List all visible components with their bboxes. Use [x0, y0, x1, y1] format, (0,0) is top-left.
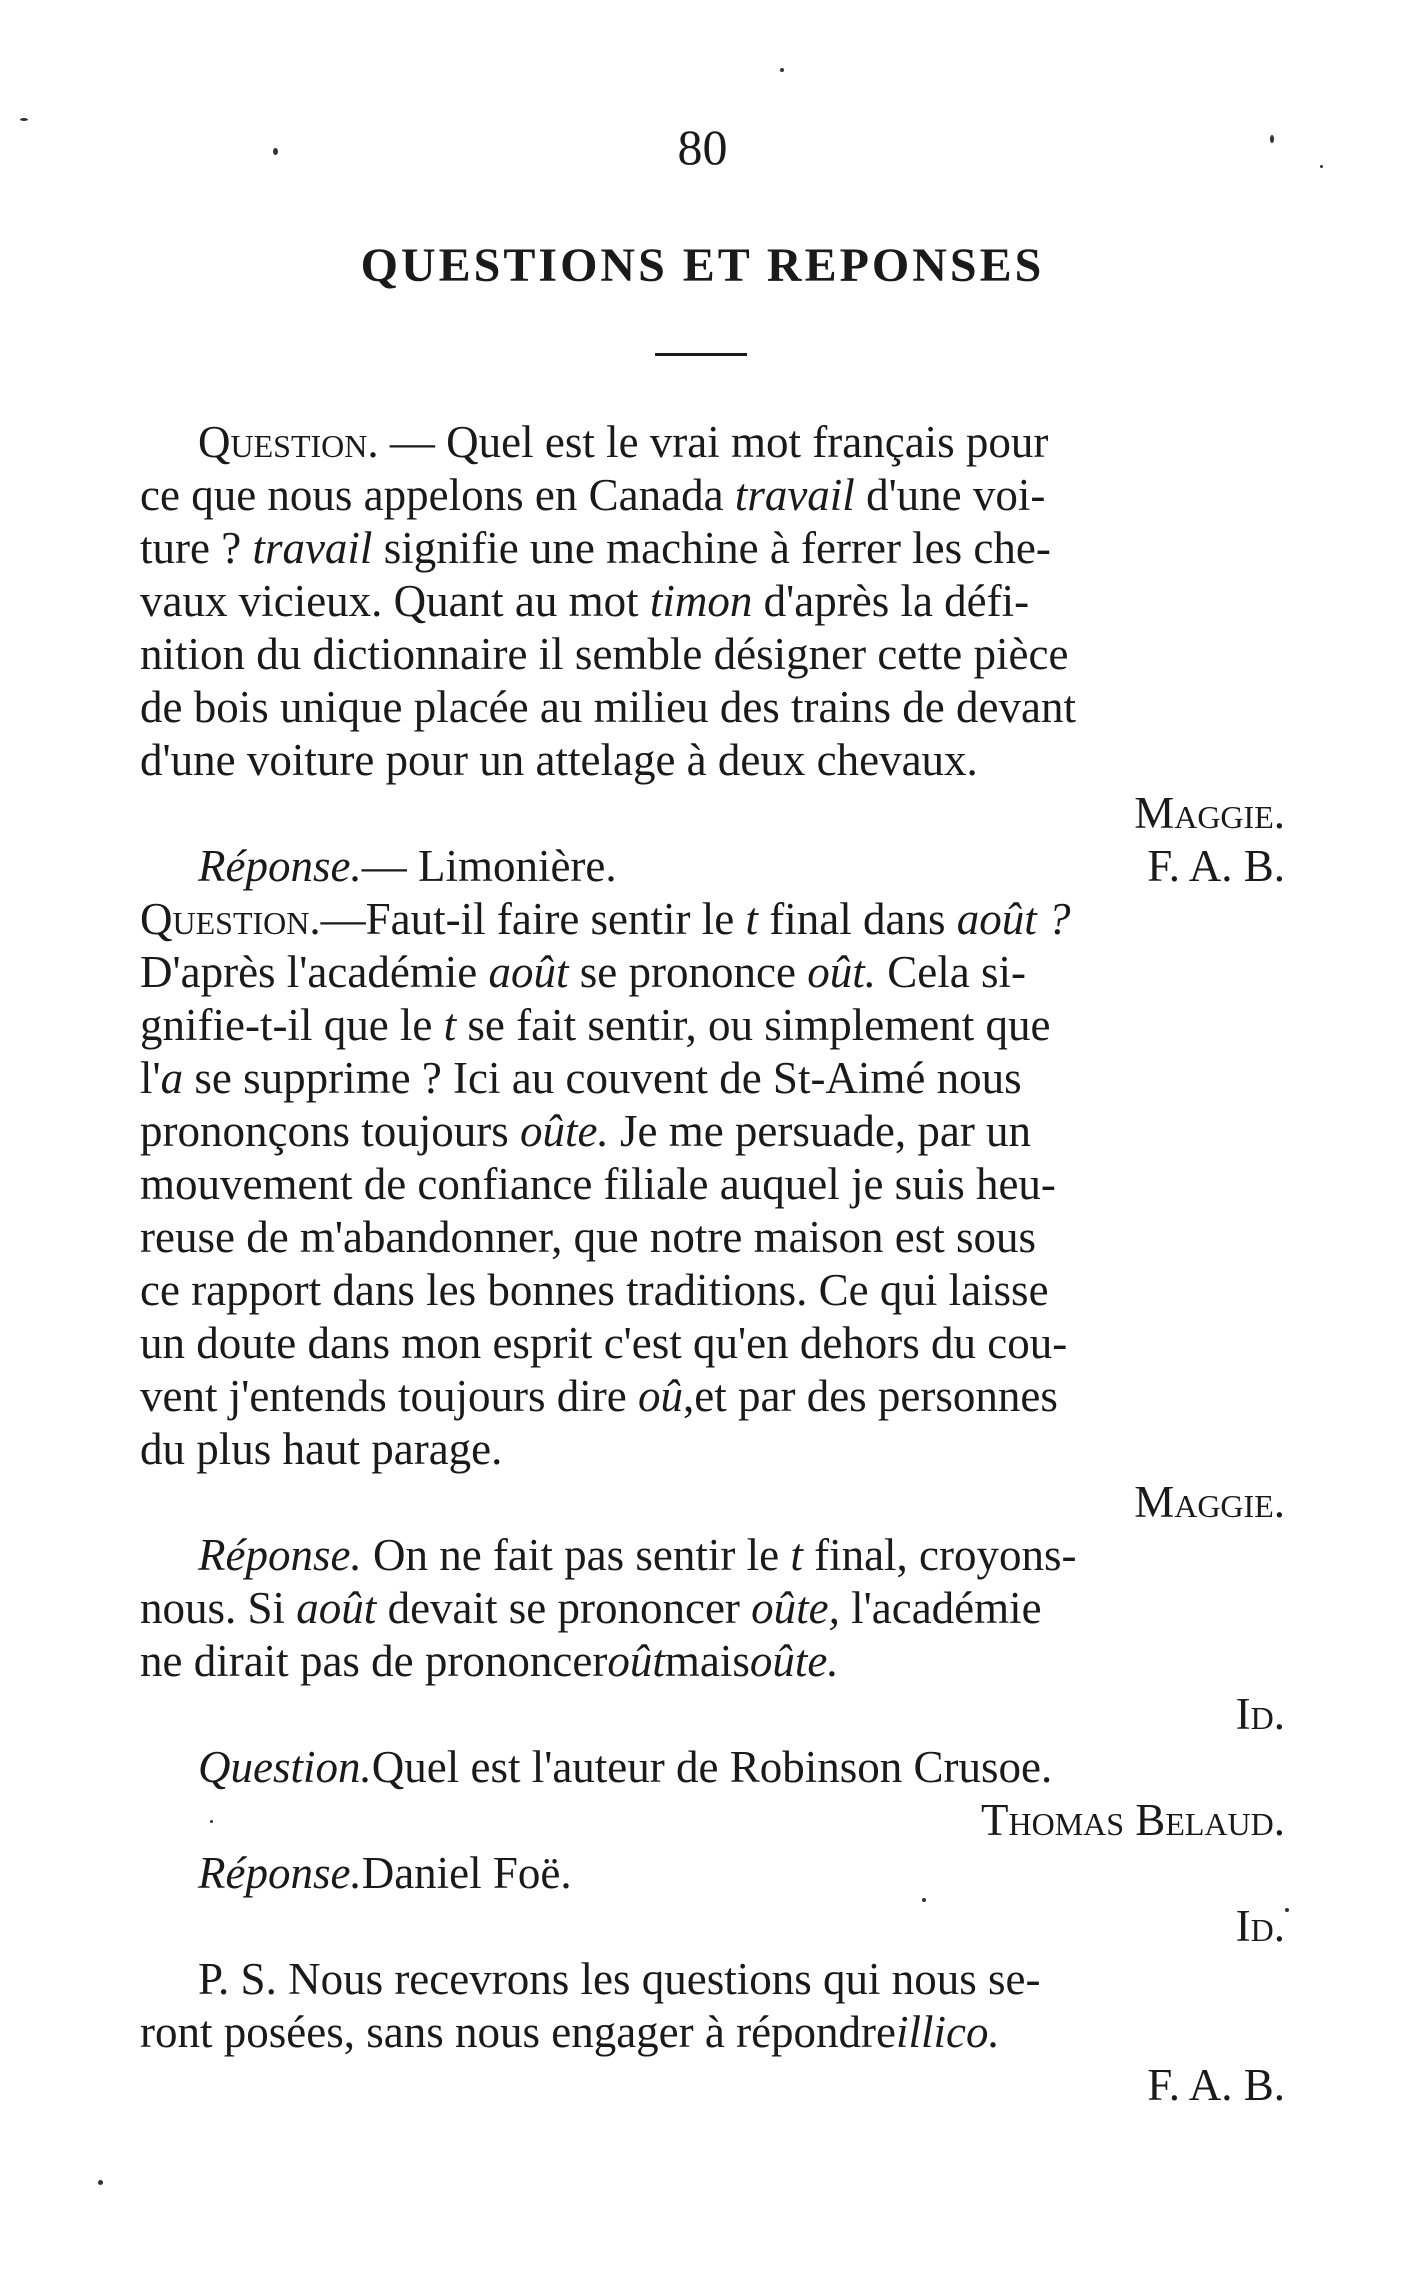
r2-signature: Id. — [1235, 1689, 1285, 1739]
question-label: Question. — [140, 894, 321, 944]
q1-line-4: vaux vicieux. Quant au mot timon d'après la défi- — [140, 576, 1030, 626]
r1-signature: F. A. B. — [1147, 841, 1285, 891]
answer-label: Réponse. — [198, 1848, 362, 1898]
answer-label: Réponse. — [198, 1530, 362, 1580]
q2-line-3: gnifie-t-il que le t se fait sentir, ou simplement que — [140, 1000, 1051, 1050]
scan-speck — [210, 1820, 213, 1823]
q2-signature: Maggie. — [1134, 1477, 1285, 1527]
scan-speck — [1285, 1908, 1289, 1912]
r2-line-1: Réponse. On ne fait pas sentir le t final, croyons- — [198, 1530, 1077, 1580]
q2-line-10: vent j'entends toujours dire oû,et par des personnes — [140, 1371, 1058, 1421]
q2-line-2: D'après l'académie août se prononce oût. Cela si- — [140, 947, 1026, 997]
title-rule — [655, 353, 747, 356]
q1-line-3: ture ? travail signifie une machine à ferrer les che- — [140, 523, 1051, 573]
r2-line-3: ne dirait pas de prononcer oût mais oûte. — [140, 1636, 839, 1686]
text-block — [140, 416, 1305, 2112]
r1-line: Réponse.— Limonière. F. A. B. — [140, 840, 1305, 893]
q2-line-6: mouvement de confiance filiale auquel je suis heu- — [140, 1159, 1056, 1209]
q1-line-2: ce que nous appelons en Canada travail d'une voi- — [140, 470, 1046, 520]
q2-line-11: du plus haut parage. — [140, 1424, 503, 1474]
question-label: Question. — [198, 417, 379, 467]
scan-speck — [273, 148, 278, 155]
scan-speck — [1320, 165, 1323, 168]
q2-line-8: ce rapport dans les bonnes traditions. Ce qui laisse — [140, 1265, 1049, 1315]
r3-signature: Id. — [1235, 1901, 1285, 1951]
scan-speck — [98, 2180, 103, 2185]
scan-speck — [922, 1898, 926, 1902]
q2-line-5: prononçons toujours oûte. Je me persuade, par un — [140, 1106, 1032, 1156]
q1-line-5: nition du dictionnaire il semble désigner cette pièce — [140, 629, 1069, 679]
q1-signature: Maggie. — [1134, 788, 1285, 838]
q2-line-9: un doute dans mon esprit c'est qu'en dehors du cou- — [140, 1318, 1068, 1368]
q3-signature: Thomas Belaud. — [980, 1795, 1285, 1845]
page-title: QUESTIONS ET REPONSES — [360, 239, 1045, 292]
answer-label: Réponse. — [198, 841, 362, 891]
r2-line-2: nous. Si août devait se prononcer oûte, l'académie — [140, 1583, 1042, 1633]
question-label: Question. — [198, 1742, 372, 1792]
scan-speck — [1270, 135, 1274, 143]
page-number: 80 — [677, 119, 728, 175]
ps-line-2: ront posées, sans nous engager à répondre illico. — [140, 2007, 1000, 2057]
ps-signature: F. A. B. — [1147, 2060, 1285, 2110]
q2-line-4: l'a se supprime ? Ici au couvent de St-Aimé nous — [140, 1053, 1022, 1103]
ps-line-1: P. S. Nous recevrons les questions qui nous se- — [198, 1954, 1041, 2004]
q3-line: Question. Quel est l'auteur de Robinson Crusoe. — [198, 1742, 1053, 1792]
scan-speck — [780, 68, 784, 72]
q1-line-7: d'une voiture pour un attelage à deux chevaux. — [140, 735, 978, 785]
q1-line-1: Question. — Quel est le vrai mot français pour — [198, 417, 1049, 467]
q2-line-1: Question.—Faut-il faire sentir le t final dans août ? — [140, 894, 1071, 944]
q2-line-7: reuse de m'abandonner, que notre maison est sous — [140, 1212, 1037, 1262]
scan-speck — [20, 118, 28, 121]
q1-line-6: de bois unique placée au milieu des trains de devant — [140, 682, 1076, 732]
r3-line: Réponse. Daniel Foë. — [198, 1848, 572, 1898]
